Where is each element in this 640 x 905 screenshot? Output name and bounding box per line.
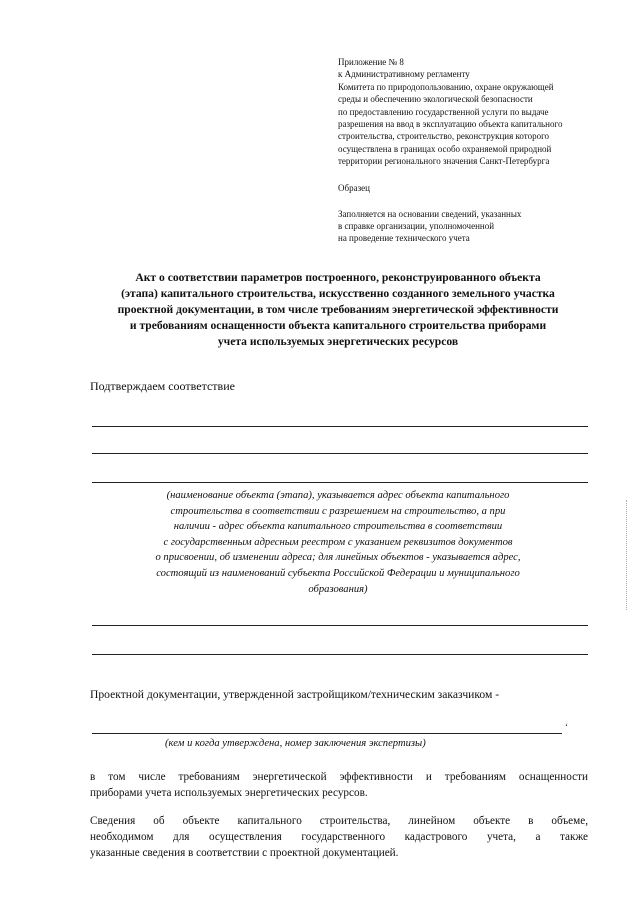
paragraph-line: приборами учета используемых энергетических ресурсов. <box>90 787 368 799</box>
fill-note-line: Заполняется на основании сведений, указанных <box>338 209 522 219</box>
caption-line: наличии - адрес объекта капитального строительства в соответствии <box>173 521 503 533</box>
title-line: учета используемых энергетических ресурсов <box>217 335 459 348</box>
confirm-label: Подтверждаем соответствие <box>90 379 235 393</box>
appendix-line: среды и обеспечению экологической безопасности <box>338 94 533 105</box>
fill-note <box>338 208 598 244</box>
document-title <box>88 270 588 350</box>
title-line: Акт о соответствии параметров построенного, реконструированного объекта <box>135 271 541 284</box>
paragraph-line: в том числе требованиям энергетической эффективности и требованиям оснащенности <box>90 771 588 783</box>
appendix-line: к Административному регламенту <box>338 69 470 80</box>
paragraph-line: необходимом для осуществления государственного кадастрового учета, а также <box>90 831 588 843</box>
object-caption <box>88 488 588 597</box>
caption-line: строительства в соответствии с разрешением на строительство, а при <box>170 505 506 517</box>
caption-line: (наименование объекта (этапа), указывается адрес объекта капитального <box>166 490 510 501</box>
tick-mark: ‘ <box>565 722 568 732</box>
appendix-line: Комитета по природопользованию, охране окружающей <box>338 81 554 92</box>
caption-line: о присвоении, об изменении адреса; для линейных объектов - указывается адрес, <box>155 552 521 564</box>
scan-margin-mark <box>626 500 627 610</box>
fill-line-approval[interactable] <box>92 733 562 734</box>
appendix-line: осуществлена в границах особо охраняемой природной <box>338 143 552 154</box>
fill-line-object-3[interactable] <box>92 482 588 483</box>
appendix-line: территории регионального значения Санкт-Петербурга <box>338 156 550 167</box>
title-line: и требованиям оснащенности объекта капитального строительства приборами <box>129 319 547 332</box>
paragraph-line: Сведения об объекте капитального строительства, линейном объекте в объеме, <box>90 815 588 827</box>
fill-line-extra-2[interactable] <box>92 654 588 655</box>
fill-line-object-2[interactable] <box>92 453 588 454</box>
caption-line: состоящий из наименований субъекта Российской Федерации и муниципального <box>156 567 520 579</box>
appendix-line: Приложение № 8 <box>338 57 404 67</box>
title-line: проектной документации, в том числе требованиям энергетической эффективности <box>117 303 559 316</box>
appendix-line: по предоставлению государственной услуги по выдаче <box>338 106 549 117</box>
title-line: (этапа) капитального строительства, искусственно созданного земельного участка <box>121 287 555 300</box>
fill-note-line: на проведение технического учета <box>338 233 470 243</box>
fill-line-object-1[interactable] <box>92 426 588 427</box>
caption-line: образования) <box>308 583 368 595</box>
appendix-header <box>338 56 598 168</box>
appendix-line: разрешения на ввод в эксплуатацию объекта капитального <box>338 119 563 130</box>
project-doc-label: Проектной документации, утвержденной застройщиком/техническим заказчиком - <box>90 688 500 701</box>
caption-line: с государственным адресным реестром с указанием реквизитов документов <box>163 536 513 548</box>
appendix-line: строительства, строительство, реконструкция которого <box>338 131 550 142</box>
fill-line-extra-1[interactable] <box>92 625 588 626</box>
fill-note-line: в справке организации, уполномоченной <box>338 221 495 231</box>
approval-caption: (кем и когда утверждена, номер заключения экспертизы) <box>165 738 426 749</box>
paragraph-info <box>90 813 588 861</box>
paragraph-line: указанные сведения в соответствии с проектной документацией. <box>90 847 399 859</box>
sample-label: Образец <box>338 183 370 193</box>
paragraph-energy <box>90 769 588 801</box>
